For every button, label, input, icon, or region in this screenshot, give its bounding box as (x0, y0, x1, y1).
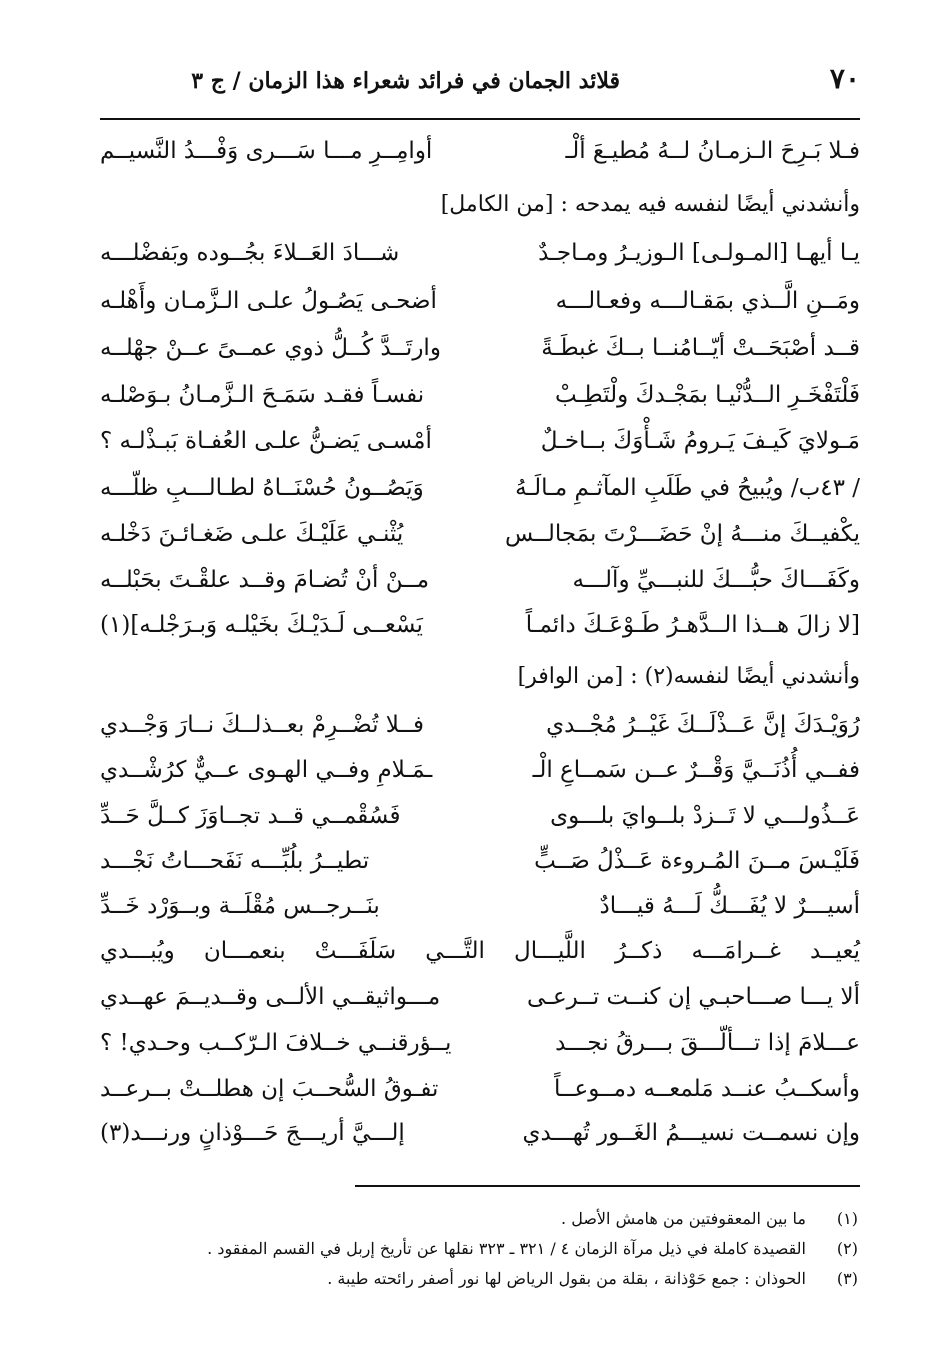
hemistich-second: فَسُقْمــي قــد تجــاوَزَ كــلَّ حَــدِّ (100, 803, 401, 829)
hemistich-first: يكْفيــكَ منـــهُ إنْ حَضَـــرْتَ بمَجالــس (505, 521, 860, 547)
hemistich-first: عـــلامَ إذا تـــألّـــقَ بـــرقُ نجـــد (555, 1030, 860, 1056)
hemistich-second: أمْسـى يَضـنُّ علـى العُفـاة بَبـذْلـه ؟ (100, 428, 432, 454)
hemistich-second: أضحـى يَصُـولُ علـى الـزَّمـان وأَهْلـه (100, 288, 437, 314)
hemistich-second: تطيــرُ بلُبِّـــه نَفَحـــاتُ نَجْـــد (100, 848, 370, 874)
verse-line (100, 475, 860, 523)
hemistich-second: يُثْنـي عَلَيْـكَ علـى ضَغـائـنَ دَخْلـه (100, 521, 404, 547)
verse-line (100, 757, 860, 805)
hemistich-first: مَـولايَ كَيـفَ يَـرومُ شَـأْوَكَ بــاخـلٌ (540, 428, 860, 454)
verse-line (100, 1030, 860, 1078)
footnote-number: (١) (836, 1209, 858, 1228)
footnote-number: (٢) (836, 1239, 858, 1258)
footnote (327, 1269, 858, 1288)
header-rule (100, 118, 860, 120)
hemistich-second: يَسْعــى لَـدَيْـكَ بخَيْلـه وَبـرَجْلـه](١) (100, 612, 423, 638)
running-title: قلائد الجمان في فرائد شعراء هذا الزمان / ج ٣ (191, 68, 620, 94)
hemistich-first: ألا يـــا صـــاحبـي إن كنــت تــرعـى (527, 984, 860, 1010)
hemistich-first: فَلْتَفْخَـرِ الــدُّنْيـا بمَجْـدكَ ولْتَطِـبْ (555, 382, 860, 408)
hemistich-second: يــؤرقنــي خــلافَ الـرّكــب وحـدي! ؟ (100, 1030, 452, 1056)
footnote-text: ما بين المعقوفتين من هامش الأصل . (561, 1209, 806, 1228)
verse-line (100, 612, 860, 660)
verse-line (100, 712, 860, 760)
verse-line (100, 138, 860, 186)
hemistich-first: فَلَيْـسَ مــنَ المُـروءة عَــذْلُ صَــبٍّ (534, 848, 860, 874)
verse-line (100, 1076, 860, 1124)
footnote-separator (355, 1185, 860, 1187)
verse-line (100, 567, 860, 615)
hemistich-first: / ٤٣ب/ ويُبيحُ في طَلَبِ المآثـمِ مـالَـهُ (515, 475, 860, 501)
hemistich-first: وإن نسمــت نسيـــمُ الغَــور تُهـــدي (522, 1120, 860, 1146)
hemistich-second: بنَــرجــس مُقْلَــة وبــوَرْد خَــدِّ (100, 893, 380, 919)
hemistich-first: عَــذُولـــي لا تَــزدْ بلــوايَ بلـــوى (550, 803, 860, 829)
verse-line (100, 848, 860, 896)
verse-line (100, 893, 860, 941)
hemistich-second: شـــادَ العَــلاءَ بجُــوده وبَفضْلـــه (100, 240, 400, 266)
hemistich-first: يـا أيهـا [المـولـى] الـوزيـرُ ومـاجـدٌ (538, 240, 860, 266)
page-number: ٧٠ (829, 62, 860, 95)
footnote-text: القصيدة كاملة في ذيل مرآة الزمان ٤ / ٣٢١ ـ ٣٢٣ نقلها عن تأريخ إربل في القسم المفقود . (207, 1239, 806, 1258)
verse-line (100, 240, 860, 288)
hemistich-second: فــلا تُضْــرِمْ بعــذلــكَ نــارَ وَجْــدي (100, 712, 424, 738)
footnote (561, 1209, 858, 1228)
footnote (207, 1239, 858, 1258)
hemistich-second: وارتَــدَّ كُــلُّ ذوي عمــىً عــنْ جهْلــه (100, 335, 441, 361)
hemistich-second: مــنْ أنْ تُضـامَ وقــد علقْـتَ بحَبْلــه (100, 567, 430, 593)
footnote-text: الحوذان : جمع حَوْذانة ، بقلة من بقول الرياض لها نور أصفر رائحته طيبة . (327, 1269, 806, 1288)
hemistich-first: ومَــنِ الَّــذي بمَقـالـــه وفعـالـــه (555, 288, 860, 314)
hemistich-first: رُوَيْـدَكَ إنَّ عَــذْلَــكَ غَيْــرُ مُجْــدي (546, 712, 860, 738)
verse-line-full (100, 938, 860, 986)
hemistich-first: وأسكــبُ عنــد مَلمعــه دمــوعــاً (554, 1076, 860, 1102)
full-verse: يُعيــد غــرامَـــه ذكــرُ اللَّيـــال التَّـــي سَلَفَـــتْ بنعمـــان ويُبـــدي (100, 938, 860, 964)
page-header (100, 62, 860, 110)
poem-introduction: وأنشدني أيضًا لنفسه(٢) : [من الوافر] (517, 664, 860, 689)
verse-line (100, 428, 860, 476)
verse-line (100, 803, 860, 851)
hemistich-first: [لا زالَ هــذا الــدَّهـرُ طَـوْعَـكَ دائمـاً (525, 612, 860, 638)
poem-introduction: وأنشدني أيضًا لنفسه فيه يمدحه : [من الكامل] (440, 192, 860, 217)
hemistich-first: ففــي أُذُنَــيَّ وَقْــرٌ عــن سَمــاعِ الْـ (532, 757, 860, 783)
hemistich-first: وكَفَـــاكَ حبُّـــكَ للنبـــيِّ وآلـــه (572, 567, 860, 593)
hemistich-second: مـــواثيقــي الألــى وقــديــمَ عهــدي (100, 984, 441, 1010)
verse-line (100, 288, 860, 336)
hemistich-first: قــد أصْبَحَــتْ أيّــامُنــا بــكَ غبطَـةً (541, 335, 860, 361)
verse-line (100, 1120, 860, 1168)
hemistich-first: فـلا بَـرِحَ الـزمـانُ لــهُ مُطيـعَ ألْـ (565, 138, 860, 164)
hemistich-second: أوامِــرِ مـــا سَـــرى وَفْـــدُ النَّسيــم (100, 138, 433, 164)
verse-line (100, 335, 860, 383)
hemistich-second: نفسـاً فقـد سَمَـحَ الـزَّمـانُ بـوَصْلـه (100, 382, 425, 408)
hemistich-first: أسيـــرٌ لا يُفَـــكُّ لَـــهُ قيـــادٌ (599, 893, 860, 919)
hemistich-second: وَيَصُــونُ حُسْنَــاهُ لطـالـــبِ ظلّـــه (100, 475, 424, 501)
footnote-number: (٣) (836, 1269, 858, 1288)
verse-line (100, 984, 860, 1032)
verse-line (100, 521, 860, 569)
hemistich-second: تفـوقُ السُّحــبَ إن هطلــتْ بــرعــد (100, 1076, 439, 1102)
hemistich-second: ـمَـلامِ وفــي الهـوى عــيٌّ كرُشْــدي (100, 757, 433, 783)
verse-line (100, 382, 860, 430)
hemistich-second: إلـــيَّ أريـــجَ حَـــوْذانٍ ورنـــد(٣) (100, 1120, 405, 1146)
